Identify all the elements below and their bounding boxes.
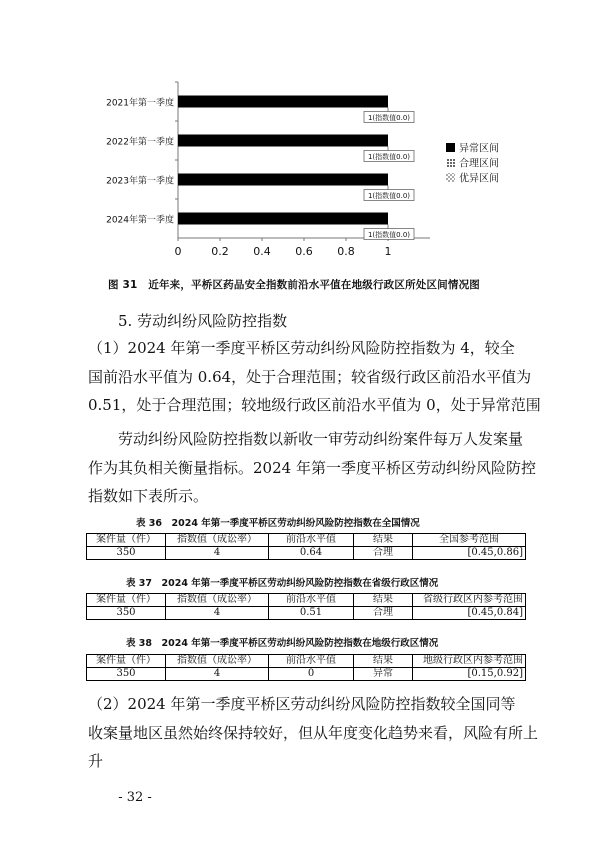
legend-label: 合理区间 — [459, 158, 499, 170]
legend-swatch — [446, 143, 455, 152]
table-cell: 0 — [269, 668, 354, 681]
paragraph-3 — [88, 690, 539, 776]
table-header: 结果 — [354, 534, 413, 547]
table-cell: 异常 — [354, 668, 413, 681]
chart-svg — [90, 78, 510, 263]
table-cell: 合理 — [354, 547, 413, 560]
legend-label: 优异区间 — [459, 173, 499, 185]
table-header: 前沿水平值 — [269, 655, 354, 668]
table-header: 结果 — [354, 594, 413, 607]
table-header: 省级行政区内参考范围 — [413, 594, 526, 607]
x-tick-label: 0.8 — [337, 245, 355, 258]
bar-chart — [90, 78, 510, 263]
table-37 — [86, 593, 526, 620]
paragraph-line: （1）2024 年第一季度平桥区劳动纠纷风险防控指数为 4，较全 — [88, 339, 515, 357]
table-cell: 4 — [166, 607, 269, 620]
paragraph-line: 收案量地区虽然始终保持较好，但从年度变化趋势来看，风险有所上 — [88, 723, 539, 742]
y-tick-label: 2022年第一季度 — [106, 137, 174, 148]
data-label: 1(指数值0.0) — [367, 114, 411, 122]
table-header: 案件量（件） — [87, 594, 166, 607]
bar — [178, 96, 388, 108]
paragraph-line: 劳动纠纷风险防控指数以新收一审劳动纠纷案件每万人发案量 — [118, 430, 524, 448]
x-tick-label: 0.4 — [253, 245, 271, 258]
table-header: 指数值（成讼率） — [166, 594, 269, 607]
y-tick-label: 2024年第一季度 — [106, 215, 174, 226]
table-header: 案件量（件） — [87, 655, 166, 668]
table-cell: 350 — [87, 607, 166, 620]
table-header: 前沿水平值 — [269, 594, 354, 607]
x-tick-label: 0.6 — [295, 245, 313, 258]
bar — [178, 135, 388, 147]
data-label: 1(指数值0.0) — [367, 192, 411, 200]
table-cell: [0.45,0.84] — [413, 607, 526, 620]
table-37-title: 表 37 2024 年第一季度平桥区劳动纠纷风险防控指数在省级行政区情况 — [126, 578, 439, 589]
table-header: 案件量（件） — [87, 534, 166, 547]
figure-caption: 图 31 近年来，平桥区药品安全指数前沿水平值在地级行政区所处区间情况图 — [108, 279, 480, 291]
x-tick-label: 0.2 — [211, 245, 229, 258]
bar — [178, 174, 388, 186]
table-cell: [0.45,0.86] — [413, 547, 526, 560]
paragraph-2 — [88, 425, 536, 511]
table-cell: 4 — [166, 547, 269, 560]
paragraph-line: 国前沿水平值为 0.64，处于合理范围；较省级行政区前沿水平值为 — [88, 367, 532, 386]
table-cell: 4 — [166, 668, 269, 681]
paragraph-line: 指数如下表所示。 — [88, 487, 209, 505]
x-tick-label: 1 — [384, 245, 392, 258]
table-header: 指数值（成讼率） — [166, 534, 269, 547]
table-header: 指数值（成讼率） — [166, 655, 269, 668]
table-36 — [86, 533, 526, 560]
table-cell: 0.51 — [269, 607, 354, 620]
table-header: 全国参考范围 — [413, 534, 526, 547]
legend-swatch — [446, 173, 455, 182]
table-cell: 350 — [87, 547, 166, 560]
data-label: 1(指数值0.0) — [367, 231, 411, 239]
y-tick-label: 2021年第一季度 — [106, 98, 174, 109]
paragraph-line: （2）2024 年第一季度平桥区劳动纠纷风险防控指数较全国同等 — [88, 695, 516, 713]
table-38 — [86, 654, 526, 681]
table-cell: 0.64 — [269, 547, 354, 560]
paragraph-line: 作为其负相关衡量指标。2024 年第一季度平桥区劳动纠纷风险防控 — [88, 458, 536, 477]
table-header: 地级行政区内参考范围 — [413, 655, 526, 668]
table-cell: [0.15,0.92] — [413, 668, 526, 681]
y-tick-label: 2023年第一季度 — [106, 176, 174, 187]
page-number: - 32 - — [118, 790, 152, 805]
section-title: 5. 劳动纠纷风险防控指数 — [118, 312, 288, 330]
legend-swatch — [446, 158, 455, 167]
table-header: 结果 — [354, 655, 413, 668]
x-tick-label: 0 — [174, 245, 182, 258]
paragraph-1 — [88, 334, 541, 420]
bar — [178, 213, 388, 225]
data-label: 1(指数值0.0) — [367, 153, 411, 161]
paragraph-line: 升 — [88, 752, 104, 770]
paragraph-line: 0.51，处于合理范围；较地级行政区前沿水平值为 0，处于异常范围 — [88, 396, 541, 414]
table-header: 前沿水平值 — [269, 534, 354, 547]
legend-label: 异常区间 — [459, 143, 499, 155]
table-38-title: 表 38 2024 年第一季度平桥区劳动纠纷风险防控指数在地级行政区情况 — [126, 638, 439, 649]
table-cell: 合理 — [354, 607, 413, 620]
table-cell: 350 — [87, 668, 166, 681]
table-36-title: 表 36 2024 年第一季度平桥区劳动纠纷风险防控指数在全国情况 — [136, 518, 420, 529]
